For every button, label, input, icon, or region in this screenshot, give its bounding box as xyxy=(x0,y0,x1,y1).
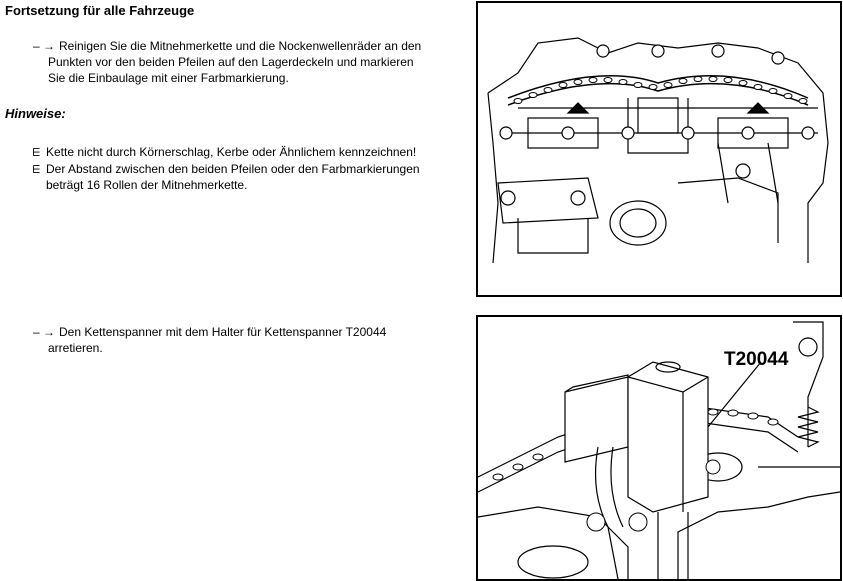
camshaft-chain-figure xyxy=(476,1,842,297)
tool-label: T20044 xyxy=(724,349,789,370)
hint-item-2-line-1: Der Abstand zwischen den beiden Pfeilen oder den Farbmarkierungen xyxy=(46,162,420,176)
step-1-line-1: Reinigen Sie die Mitnehmerkette und die Nockenwellenräder an den xyxy=(59,39,422,53)
step-1-marker: – → xyxy=(33,39,56,53)
hint-item-1-text: Kette nicht durch Körnerschlag, Kerbe oder Ähnlichem kennzeichnen! xyxy=(46,145,417,159)
step-1-line-3: Sie die Einbaulage mit einer Farbmarkierung. xyxy=(48,71,289,85)
chain-tensioner-figure xyxy=(476,315,842,581)
hint-item-1 xyxy=(33,144,463,160)
step-2 xyxy=(33,324,463,358)
step-2-line-1: Den Kettenspanner mit dem Halter für Kettenspanner T20044 xyxy=(59,325,387,339)
section-heading: Fortsetzung für alle Fahrzeuge xyxy=(5,3,195,18)
step-1 xyxy=(33,38,463,88)
checkbox-icon xyxy=(33,165,40,173)
hints-title: Hinweise: xyxy=(5,106,66,121)
hint-item-2 xyxy=(33,161,463,193)
checkbox-icon xyxy=(33,148,40,156)
step-2-marker: – → xyxy=(33,325,56,339)
hint-item-2-line-2: beträgt 16 Rollen der Mitnehmerkette. xyxy=(46,178,248,192)
camshaft-chain-drawing xyxy=(478,3,840,295)
chain-tensioner-drawing xyxy=(478,317,840,579)
step-2-line-2: arretieren. xyxy=(48,341,103,355)
step-1-line-2: Punkten vor den beiden Pfeilen auf den Lagerdeckeln und markieren xyxy=(48,55,414,69)
